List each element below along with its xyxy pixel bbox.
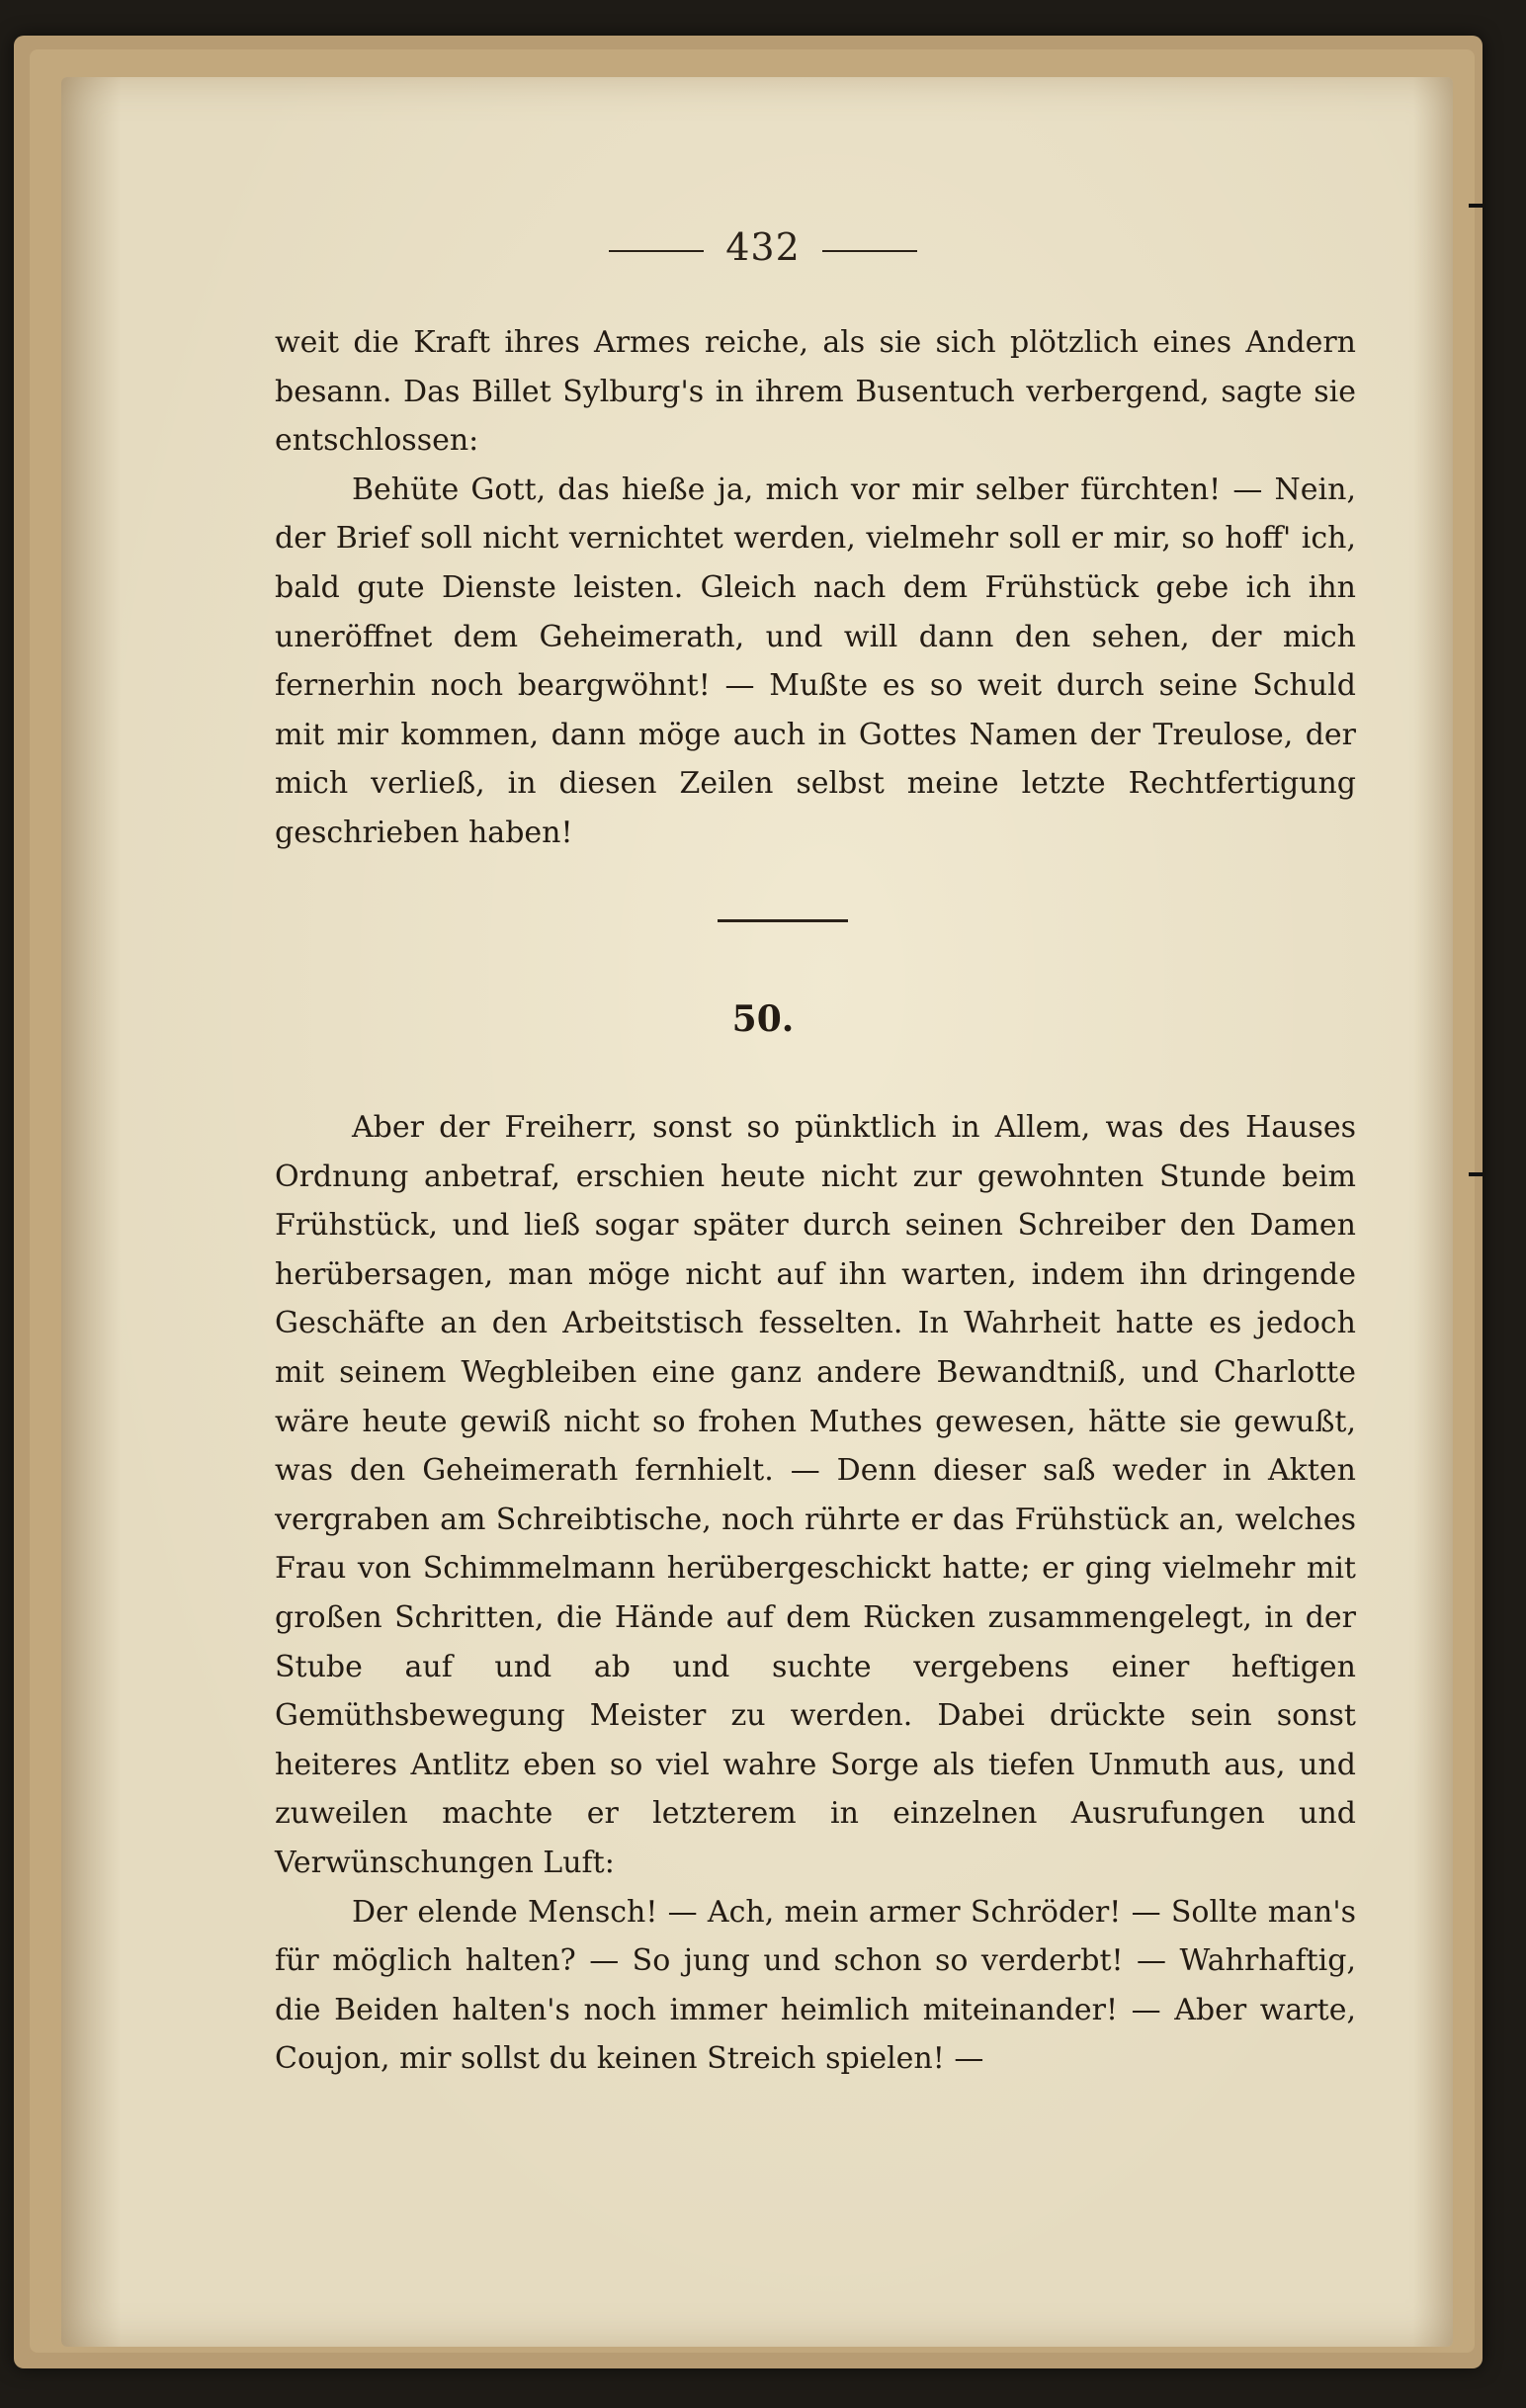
page-number: 432 [725,225,801,269]
header-rule-left [609,250,704,252]
page-header [0,225,1526,269]
spine-mark [1469,204,1483,208]
paragraph: Der elende Mensch! — Ach, mein armer Schröder! — Sollte man's für möglich halten? — So jung und schon so verderbt! — Wahrhaftig, die Beiden halten's noch immer heimlich miteinander! — Aber warte, Coujon, mir sollst du keinen Streich spielen! — [275,1894,1356,2077]
top-text-block [275,318,1356,858]
paragraph: weit die Kraft ihres Armes reiche, als sie sich plötzlich eines Andern besann. Das Billet Sylburg's in ihrem Busentuch verbergend, sagte sie entschlossen: [275,325,1356,459]
paragraph: Behüte Gott, das hieße ja, mich vor mir selber fürchten! — Nein, der Brief soll nicht vernichtet werden, vielmehr soll er mir, so hoff' ich, bald gute Dienste leisten. Gleich nach dem Frühstück gebe ich ihn uneröffnet dem Geheimerath, und will dann den sehen, der mich fernerhin noch beargwöhnt! — Mußte es so weit durch seine Schuld mit mir kommen, dann möge auch in Gottes Namen der Treulose, der mich verließ, in diesen Zeilen selbst meine letzte Rechtfertigung geschrieben haben! [275,472,1356,850]
paragraph: Aber der Freiherr, sonst so pünktlich in Allem, was des Hauses Ordnung anbetraf, erschien heute nicht zur gewohnten Stunde beim Frühstück, und ließ sogar später durch seinen Schreiber den Damen herübersagen, man möge nicht auf ihn warten, indem ihn dringende Geschäfte an den Arbeitstisch fesselten. In Wahrheit hatte es jedoch mit seinem Wegbleiben eine ganz andere Bewandtniß, und Charlotte wäre heute gewiß nicht so frohen Muthes gewesen, hätte sie gewußt, was den Geheimerath fernhielt. — Denn dieser saß weder in Akten vergraben am Schreibtische, noch rührte er das Frühstück an, welches Frau von Schimmelmann herübergeschickt hatte; er ging vielmehr mit großen Schritten, die Hände auf dem Rücken zusammengelegt, in der Stube auf und ab und suchte vergebens einer heftigen Gemüthsbewegung Meister zu werden. Dabei drückte sein sonst heiteres Antlitz eben so viel wahre Sorge als tiefen Unmuth aus, und zuweilen machte er letzterem in einzelnen Ausrufungen und Verwünschungen Luft: [275,1110,1356,1880]
bottom-text-block [275,1103,1356,2084]
section-divider [718,919,848,922]
header-rule-right [822,250,917,252]
section-number: 50. [731,998,795,1040]
spine-mark [1469,1172,1483,1176]
